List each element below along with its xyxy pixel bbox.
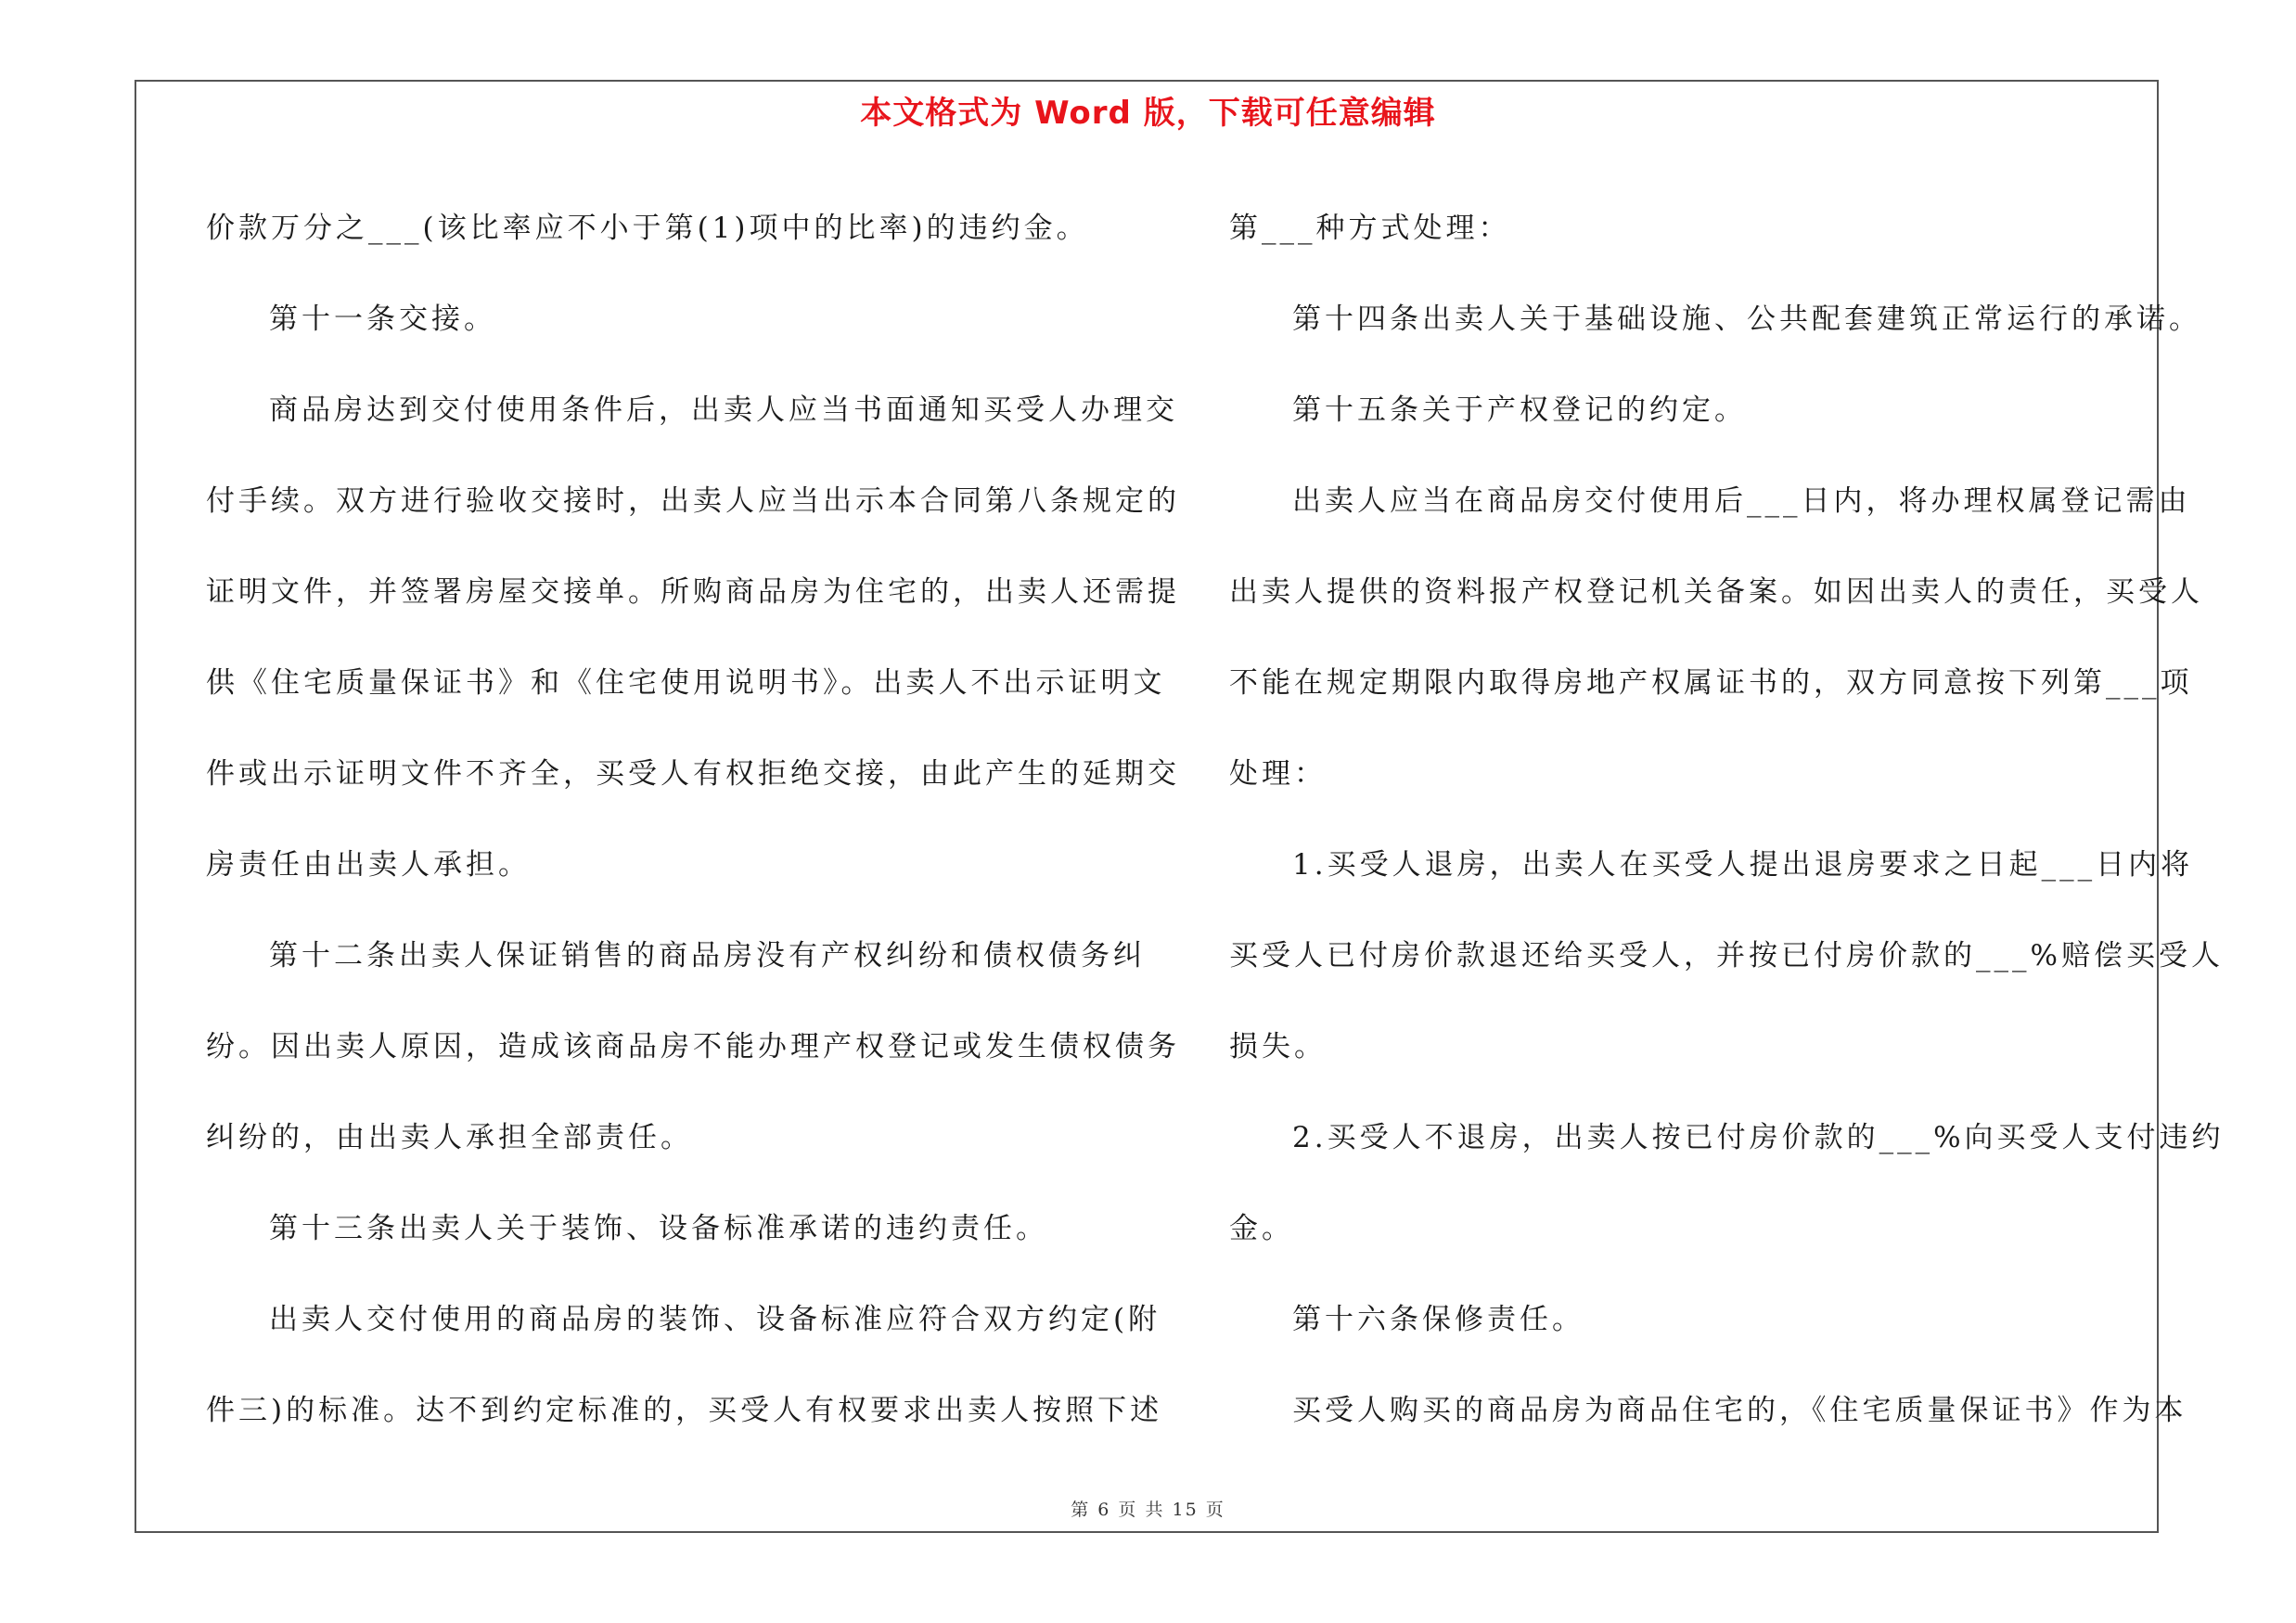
editable-banner: 本文格式为 Word 版，下载可任意编辑: [860, 95, 1436, 132]
text-line: 件三)的标准。达不到约定标准的，买受人有权要求出卖人按照下述: [206, 1394, 1163, 1427]
text-line: 第十二条出卖人保证销售的商品房没有产权纠纷和债权债务纠: [269, 939, 1146, 973]
text-line: 损失。: [1229, 1030, 1327, 1063]
text-line: 房责任由出卖人承担。: [206, 848, 531, 882]
text-line: 纷。因出卖人原因，造成该商品房不能办理产权登记或发生债权债务: [206, 1030, 1180, 1063]
text-line: 第十一条交接。: [269, 303, 496, 336]
text-line: 第___种方式处理：: [1229, 212, 1511, 245]
text-line: 第十三条出卖人关于装饰、设备标准承诺的违约责任。: [269, 1212, 1048, 1245]
text-line: 1.买受人退房，出卖人在买受人提出退房要求之日起___日内将: [1292, 848, 2194, 882]
text-line: 处理：: [1229, 757, 1327, 791]
text-line: 2.买受人不退房，出卖人按已付房价款的___%向买受人支付违约: [1292, 1121, 2225, 1154]
text-line: 买受人已付房价款退还给买受人，并按已付房价款的___%赔偿买受人: [1229, 939, 2224, 973]
text-line: 买受人购买的商品房为商品住宅的，《住宅质量保证书》作为本: [1292, 1394, 2187, 1427]
text-line: 出卖人交付使用的商品房的装饰、设备标准应符合双方约定(附: [269, 1303, 1161, 1336]
text-line: 付手续。双方进行验收交接时，出卖人应当出示本合同第八条规定的: [206, 484, 1180, 518]
text-line: 纠纷的，由出卖人承担全部责任。: [206, 1121, 693, 1154]
text-line: 出卖人应当在商品房交付使用后___日内，将办理权属登记需由: [1292, 484, 2191, 518]
right-column: [1229, 183, 2225, 1456]
text-line: 价款万分之___(该比率应不小于第(1)项中的比率)的违约金。: [206, 212, 1089, 245]
text-line: 供《住宅质量保证书》和《住宅使用说明书》。出卖人不出示证明文: [206, 666, 1166, 700]
left-column: [206, 183, 1180, 1456]
page-number-footer: 第 6 页 共 15 页: [1071, 1500, 1225, 1520]
text-line: 出卖人提供的资料报产权登记机关备案。如因出卖人的责任，买受人: [1229, 575, 2203, 609]
text-line: 第十六条保修责任。: [1292, 1303, 1584, 1336]
text-line: 商品房达到交付使用条件后，出卖人应当书面通知买受人办理交: [269, 393, 1178, 427]
text-line: 证明文件，并签署房屋交接单。所购商品房为住宅的，出卖人还需提: [206, 575, 1180, 609]
text-line: 件或出示证明文件不齐全，买受人有权拒绝交接，由此产生的延期交: [206, 757, 1180, 791]
text-line: 第十五条关于产权登记的约定。: [1292, 393, 1747, 427]
text-line: 金。: [1229, 1212, 1294, 1245]
text-line: 第十四条出卖人关于基础设施、公共配套建筑正常运行的承诺。: [1292, 303, 2201, 336]
text-line: 不能在规定期限内取得房地产权属证书的，双方同意按下列第___项: [1229, 666, 2193, 700]
